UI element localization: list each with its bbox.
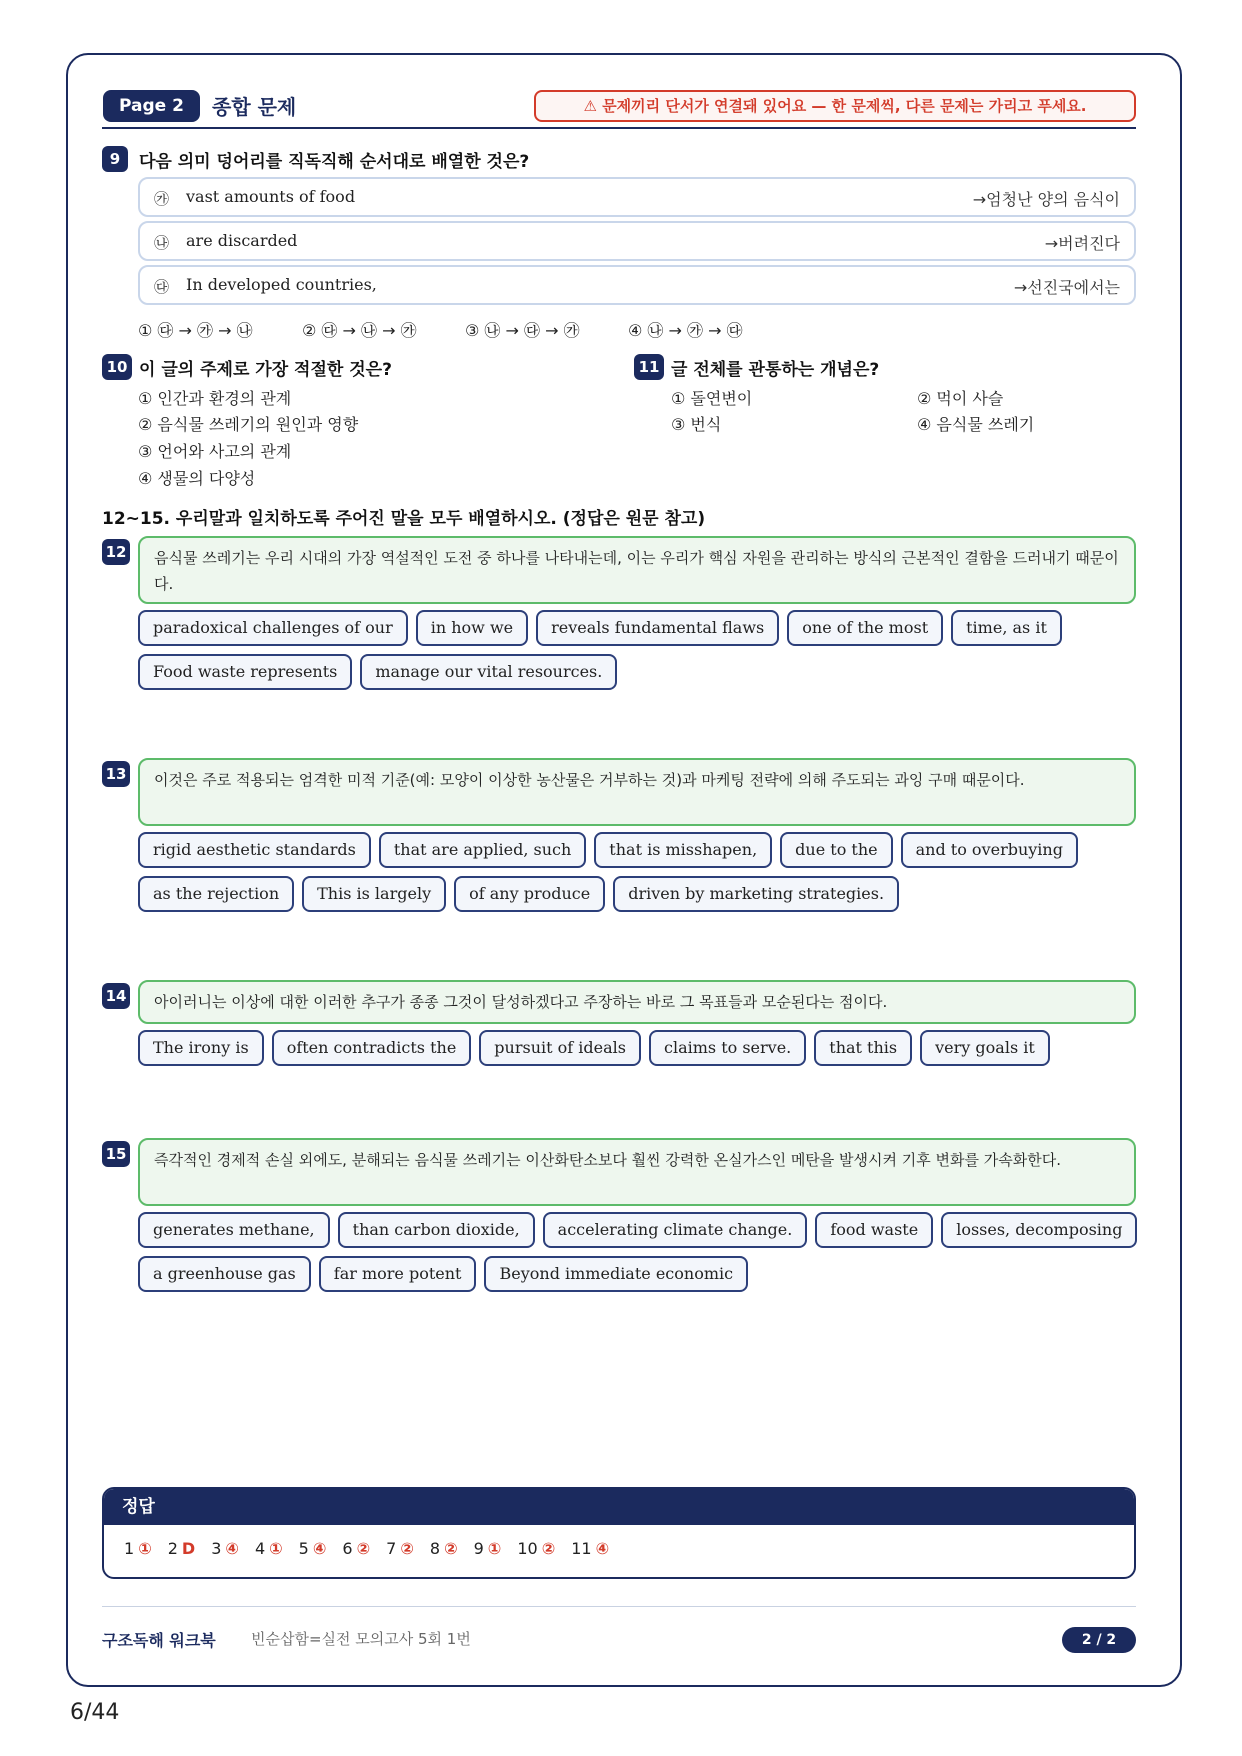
- q9-choice-1[interactable]: ① ㉰ → ㉮ → ㉯: [138, 321, 253, 340]
- answer-number: 6: [342, 1539, 353, 1558]
- answer-value: ④: [595, 1539, 610, 1558]
- answer-number: 7: [386, 1539, 397, 1558]
- answer-item: [211, 1539, 239, 1558]
- question-9-text: 다음 의미 덩어리를 직독직해 순서대로 배열한 것은?: [139, 152, 530, 172]
- chunk-korean: →엄청난 양의 음식이: [972, 190, 1120, 209]
- answer-item: [255, 1539, 283, 1558]
- word-tile[interactable]: food waste: [815, 1212, 933, 1248]
- answer-number: 5: [298, 1539, 309, 1558]
- answer-item: [124, 1539, 152, 1558]
- word-tile[interactable]: time, as it: [951, 610, 1062, 646]
- word-tile[interactable]: than carbon dioxide,: [338, 1212, 535, 1248]
- answer-item: [168, 1539, 195, 1558]
- page-badge: Page 2: [103, 90, 200, 122]
- question-number-13: 13: [102, 761, 130, 787]
- word-tile[interactable]: due to the: [780, 832, 892, 868]
- q10-option-4[interactable]: ④ 생물의 다양성: [138, 469, 256, 488]
- answer-value: ①: [269, 1539, 283, 1558]
- footer-divider: [102, 1606, 1136, 1607]
- q11-option-3[interactable]: ③ 번식: [671, 415, 722, 434]
- answer-number: 10: [517, 1539, 538, 1558]
- korean-prompt-12: 음식물 쓰레기는 우리 시대의 가장 역설적인 도전 중 하나를 나타내는데, 이는 우리가 핵심 자원을 관리하는 방식의 근본적인 결함을 드러내기 때문이다.: [138, 536, 1136, 604]
- word-tiles-15: [138, 1212, 1138, 1300]
- word-tiles-14: [138, 1030, 1138, 1074]
- answer-item: [474, 1539, 502, 1558]
- word-tile[interactable]: a greenhouse gas: [138, 1256, 311, 1292]
- group-instruction: 12~15. 우리말과 일치하도록 주어진 말을 모두 배열하시오. (정답은 원문 참고): [102, 509, 706, 529]
- q10-option-3[interactable]: ③ 언어와 사고의 관계: [138, 442, 292, 461]
- word-tile[interactable]: generates methane,: [138, 1212, 330, 1248]
- word-tile[interactable]: paradoxical challenges of our: [138, 610, 408, 646]
- word-tile[interactable]: one of the most: [787, 610, 943, 646]
- answer-number: 9: [473, 1539, 484, 1558]
- answer-number: 4: [254, 1539, 266, 1558]
- warning-banner: ⚠ 문제끼리 단서가 연결돼 있어요 — 한 문제씩, 다른 문제는 가리고 푸세요.: [534, 90, 1136, 122]
- word-tile[interactable]: driven by marketing strategies.: [613, 876, 899, 912]
- q11-option-1[interactable]: ① 돌연변이: [671, 389, 753, 408]
- q9-choice-2[interactable]: ② ㉰ → ㉯ → ㉮: [302, 321, 417, 340]
- header-divider: [102, 127, 1136, 129]
- q9-choice-3[interactable]: ③ ㉯ → ㉰ → ㉮: [465, 321, 580, 340]
- answer-value: ④: [225, 1539, 239, 1558]
- section-title: 종합 문제: [212, 95, 297, 119]
- question-number-14: 14: [102, 983, 130, 1009]
- footer-page-indicator: 2 / 2: [1062, 1627, 1136, 1653]
- answer-item: [386, 1539, 414, 1558]
- question-number-10: 10: [102, 354, 132, 380]
- korean-prompt-14: 아이러니는 이상에 대한 이러한 추구가 종종 그것이 달성하겠다고 주장하는 바로 그 목표들과 모순된다는 점이다.: [138, 980, 1136, 1024]
- answer-value: ①: [138, 1539, 152, 1558]
- question-number-15: 15: [102, 1141, 130, 1167]
- chunk-row: [138, 221, 1136, 261]
- answer-value: ②: [541, 1539, 556, 1558]
- chunk-english: vast amounts of food: [186, 187, 356, 206]
- answer-value: ①: [487, 1539, 502, 1558]
- word-tile[interactable]: that are applied, such: [379, 832, 586, 868]
- question-10-text: 이 글의 주제로 가장 적절한 것은?: [139, 360, 392, 380]
- word-tile[interactable]: manage our vital resources.: [360, 654, 617, 690]
- word-tile[interactable]: that this: [814, 1030, 912, 1066]
- question-11-text: 글 전체를 관통하는 개념은?: [671, 360, 880, 380]
- word-tiles-12: [138, 610, 1138, 698]
- word-tile[interactable]: pursuit of ideals: [479, 1030, 641, 1066]
- word-tile[interactable]: rigid aesthetic standards: [138, 832, 371, 868]
- word-tile[interactable]: The irony is: [138, 1030, 264, 1066]
- chunk-english: In developed countries,: [186, 275, 377, 294]
- word-tile[interactable]: losses, decomposing: [941, 1212, 1137, 1248]
- footer-subtitle: 빈순삽함=실전 모의고사 5회 1번: [251, 1630, 471, 1648]
- chunk-korean: →선진국에서는: [1013, 278, 1120, 297]
- q11-option-2[interactable]: ② 먹이 사슬: [917, 389, 1004, 408]
- q11-option-4[interactable]: ④ 음식물 쓰레기: [917, 415, 1035, 434]
- answer-value: ④: [312, 1539, 327, 1558]
- word-tile[interactable]: reveals fundamental flaws: [536, 610, 779, 646]
- question-number-9: 9: [102, 146, 128, 172]
- answer-key-box: [102, 1487, 1136, 1579]
- korean-prompt-15: 즉각적인 경제적 손실 외에도, 분해되는 음식물 쓰레기는 이산화탄소보다 훨씬 강력한 온실가스인 메탄을 발생시켜 기후 변화를 가속화한다.: [138, 1138, 1136, 1206]
- word-tile[interactable]: This is largely: [302, 876, 446, 912]
- korean-prompt-13: 이것은 주로 적용되는 엄격한 미적 기준(예: 모양이 이상한 농산물은 거부하는 것)과 마케팅 전략에 의해 주도되는 과잉 구매 때문이다.: [138, 758, 1136, 826]
- word-tile[interactable]: Beyond immediate economic: [484, 1256, 748, 1292]
- chunk-mark: ㉯: [154, 234, 170, 252]
- answer-number: 3: [211, 1539, 222, 1558]
- word-tile[interactable]: far more potent: [319, 1256, 477, 1292]
- answer-value: ②: [356, 1539, 371, 1558]
- question-number-11: 11: [634, 354, 664, 380]
- word-tile[interactable]: very goals it: [920, 1030, 1050, 1066]
- word-tile[interactable]: often contradicts the: [272, 1030, 472, 1066]
- word-tile[interactable]: claims to serve.: [649, 1030, 806, 1066]
- chunk-korean: →버려진다: [1044, 234, 1120, 253]
- answer-item: [299, 1539, 327, 1558]
- q10-option-2[interactable]: ② 음식물 쓰레기의 원인과 영향: [138, 415, 359, 434]
- answer-number: 2: [167, 1539, 178, 1558]
- q9-choice-4[interactable]: ④ ㉯ → ㉮ → ㉰: [628, 321, 743, 340]
- chunk-row: [138, 265, 1136, 305]
- answer-number: 11: [571, 1539, 592, 1558]
- document-page-number: 6/44: [70, 1700, 120, 1725]
- answer-item: [430, 1539, 458, 1558]
- q10-option-1[interactable]: ① 인간과 환경의 관계: [138, 389, 292, 408]
- word-tile[interactable]: and to overbuying: [901, 832, 1078, 868]
- word-tiles-13: [138, 832, 1138, 920]
- answer-item: [342, 1539, 370, 1558]
- answer-item: [517, 1539, 555, 1558]
- answer-number: 8: [429, 1539, 441, 1558]
- answer-number: 1: [124, 1539, 135, 1558]
- word-tile[interactable]: Food waste represents: [138, 654, 352, 690]
- answer-value: ②: [400, 1539, 414, 1558]
- answer-item: [571, 1539, 609, 1558]
- answer-key-list: [104, 1525, 1134, 1558]
- word-tile[interactable]: accelerating climate change.: [543, 1212, 808, 1248]
- word-tile[interactable]: of any produce: [454, 876, 605, 912]
- chunk-row: [138, 177, 1136, 217]
- chunk-mark: ㉰: [154, 278, 170, 296]
- answer-value: ②: [444, 1539, 458, 1558]
- footer-title: 구조독해 워크북: [102, 1631, 216, 1650]
- question-number-12: 12: [102, 539, 130, 565]
- chunk-mark: ㉮: [154, 190, 170, 208]
- word-tile[interactable]: as the rejection: [138, 876, 294, 912]
- chunk-english: are discarded: [186, 231, 298, 250]
- word-tile[interactable]: in how we: [416, 610, 528, 646]
- answer-value: D: [181, 1539, 196, 1558]
- word-tile[interactable]: that is misshapen,: [594, 832, 772, 868]
- answer-key-title: 정답: [104, 1489, 1134, 1525]
